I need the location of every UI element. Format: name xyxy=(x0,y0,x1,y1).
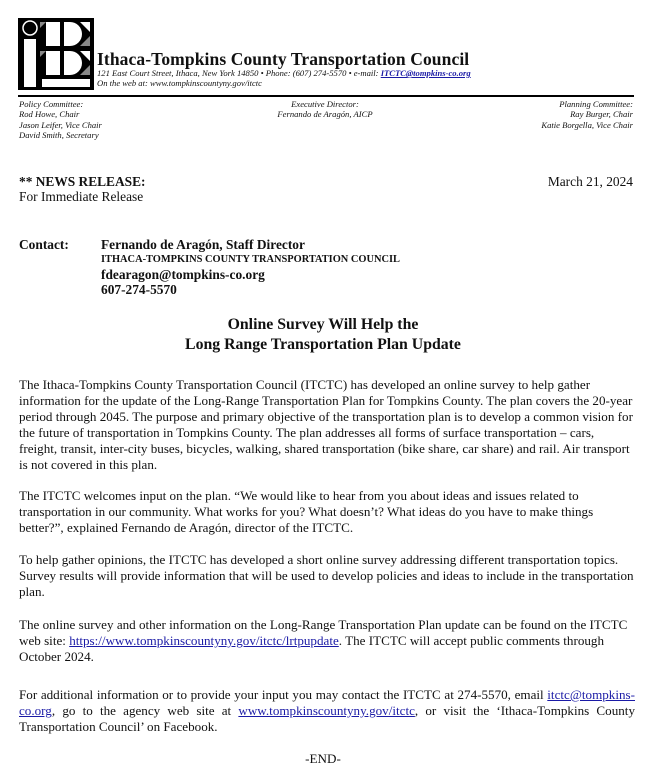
planning-member: Katie Borgella, Vice Chair xyxy=(541,119,633,130)
p5-text-middle: , go to the agency web site at xyxy=(51,703,239,719)
planning-member: Ray Burger, Chair xyxy=(570,109,633,120)
p5-text-before: For additional information or to provide your input you may contact the ITCTC at 274-5570, email xyxy=(19,687,548,702)
body-paragraph-3: To help gather opinions, the ITCTC has developed a short online survey addressing different transportation topics. Survey results will provide information that will be used to develop policies and ideas to include in the transportation plan. xyxy=(19,552,634,600)
lrtp-update-link[interactable]: https://www.tompkinscountyny.gov/itctc/lrtpupdate xyxy=(69,633,339,649)
policy-committee xyxy=(19,99,102,140)
itctc-website-link[interactable]: www.tompkinscountyny.gov/itctc xyxy=(238,703,415,719)
letterhead-address xyxy=(97,68,471,88)
title-line-1: Online Survey Will Help the xyxy=(227,316,419,333)
executive-director-name: Fernando de Aragón, AICP xyxy=(277,109,373,120)
release-title xyxy=(0,315,646,355)
planning-committee-heading: Planning Committee: xyxy=(559,99,633,109)
body-paragraph-4 xyxy=(19,617,635,665)
executive-director xyxy=(275,99,375,120)
title-line-2: Long Range Transportation Plan Update xyxy=(185,336,461,353)
executive-director-heading: Executive Director: xyxy=(291,99,359,109)
release-date: March 21, 2024 xyxy=(547,174,633,189)
body-paragraph-5 xyxy=(19,687,635,735)
p4-text-after: . The ITCTC will accept public comments through October 2024. xyxy=(19,633,605,665)
address-line: 121 East Court Street, Ithaca, New York 14850 • Phone: (607) 274-5570 • e-mail: xyxy=(97,68,381,78)
web-line: On the web at: www.tompkinscountyny.gov/itctc xyxy=(97,78,263,88)
contact-block xyxy=(101,237,400,298)
contact-email: fdearagon@tompkins-co.org xyxy=(101,266,265,282)
immediate-release: For Immediate Release xyxy=(19,189,144,204)
policy-member: Jason Leifer, Vice Chair xyxy=(19,119,102,130)
body-paragraph-2: The ITCTC welcomes input on the plan. “We would like to hear from you about ideas and issues related to transportation in our community. What works for you? What doesn’t? What ideas do you have to make things better?”, explained Fernando de Aragón, director of the ITCTC. xyxy=(19,488,594,536)
contact-name: Fernando de Aragón, Staff Director xyxy=(101,237,305,252)
planning-committee xyxy=(541,99,633,130)
letterhead-divider xyxy=(18,95,634,97)
contact-phone: 607-274-5570 xyxy=(101,282,177,297)
policy-member: David Smith, Secretary xyxy=(19,129,99,140)
body-paragraph-1: The Ithaca-Tompkins County Transportation Council (ITCTC) has developed an online survey to help gather information for the update of the Long-Range Transportation Plan for Tompkins County. The plan covers the 20-year period through 2045. The purpose and primary objective of the transportation plan is to develop a common vision for the future of transportation in Tompkins County. The plan addresses all forms of surface transportation – cars, freight, transit, inter-city buses, bicycles, walking, shared transportation (bike share, car share) and rail. Air transport is not covered in this plan. xyxy=(19,377,633,473)
policy-committee-heading: Policy Committee: xyxy=(19,99,84,109)
itctc-email-link[interactable]: itctc@tompkins-co.org xyxy=(19,687,635,719)
end-marker: -END- xyxy=(305,751,341,766)
p4-text-before: The online survey and other information on the Long-Range Transportation Plan update can be found on the ITCTC web site: xyxy=(19,617,628,649)
contact-label: Contact: xyxy=(19,237,69,252)
org-name: Ithaca-Tompkins County Transportation Council xyxy=(97,49,470,69)
news-release-heading: ** NEWS RELEASE: xyxy=(19,174,146,189)
contact-org: ITHACA-TOMPKINS COUNTY TRANSPORTATION COUNCIL xyxy=(101,253,400,265)
letterhead-email-link[interactable]: ITCTC@tompkins-co.org xyxy=(380,68,471,78)
itctc-logo xyxy=(18,18,94,90)
p5-text-after: , or visit the ‘Ithaca-Tompkins County Transportation Council’ on Facebook. xyxy=(19,703,635,735)
policy-member: Rod Howe, Chair xyxy=(19,109,80,120)
